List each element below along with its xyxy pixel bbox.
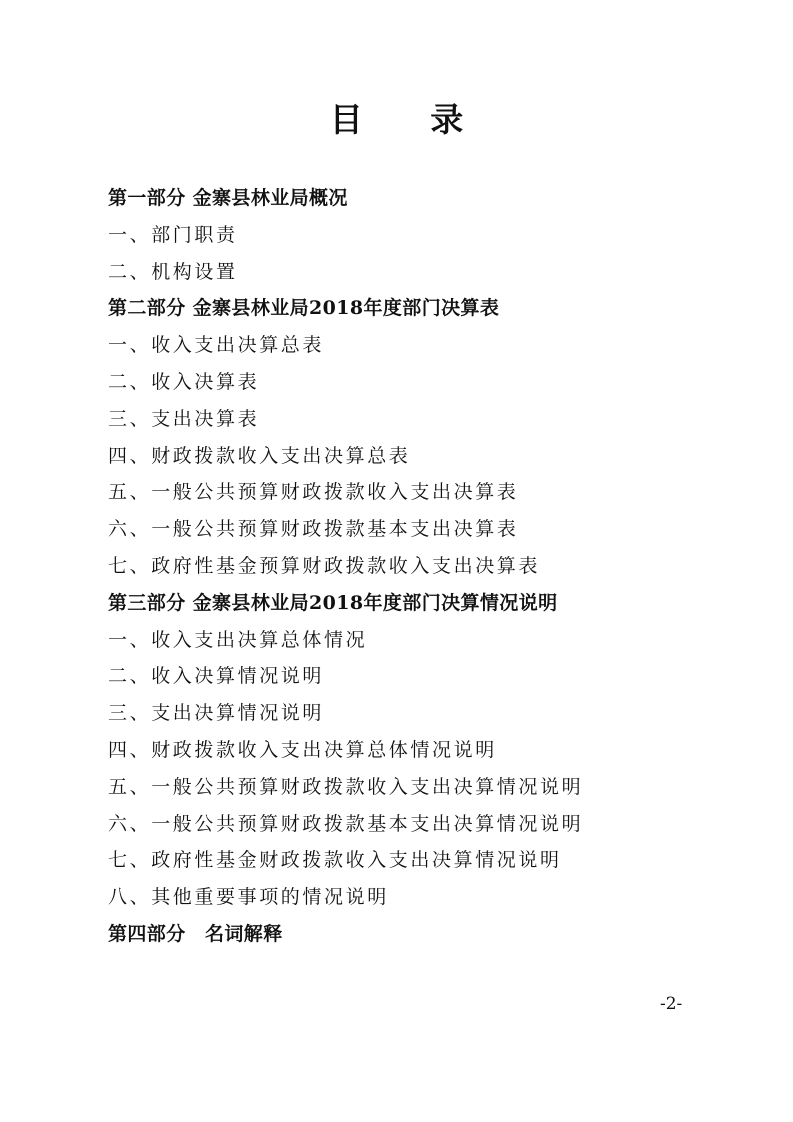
toc-item: 四、财政拨款收入支出决算总体情况说明 bbox=[108, 738, 497, 761]
toc-item: 三、支出决算表 bbox=[108, 407, 260, 430]
toc-part-2: 第二部分 金寨县林业局2018年度部门决算表 bbox=[108, 297, 500, 320]
toc-item: 一、收入支出决算总表 bbox=[108, 334, 325, 357]
toc-item: 三、支出决算情况说明 bbox=[108, 702, 325, 725]
toc-item: 一、收入支出决算总体情况 bbox=[108, 628, 368, 651]
toc-item: 一、部门职责 bbox=[108, 223, 238, 246]
toc-item: 四、财政拨款收入支出决算总表 bbox=[108, 444, 411, 467]
toc-item: 二、收入决算表 bbox=[108, 370, 260, 393]
toc-item: 七、政府性基金财政拨款收入支出决算情况说明 bbox=[108, 849, 562, 872]
table-of-contents bbox=[108, 180, 728, 953]
page-title: 目 录 bbox=[329, 100, 492, 139]
toc-part-4: 第四部分 名词解释 bbox=[108, 922, 283, 945]
toc-part-3: 第三部分 金寨县林业局2018年度部门决算情况说明 bbox=[108, 591, 558, 614]
toc-part-1: 第一部分 金寨县林业局概况 bbox=[108, 187, 348, 209]
toc-item: 二、收入决算情况说明 bbox=[108, 665, 325, 688]
toc-item: 六、一般公共预算财政拨款基本支出决算情况说明 bbox=[108, 812, 584, 835]
toc-item: 二、机构设置 bbox=[108, 260, 238, 283]
toc-item: 七、政府性基金预算财政拨款收入支出决算表 bbox=[108, 554, 541, 577]
toc-item: 六、一般公共预算财政拨款基本支出决算表 bbox=[108, 518, 519, 541]
toc-item: 八、其他重要事项的情况说明 bbox=[108, 886, 389, 909]
page-number: -2- bbox=[660, 994, 683, 1014]
toc-item: 五、一般公共预算财政拨款收入支出决算情况说明 bbox=[108, 775, 584, 798]
toc-item: 五、一般公共预算财政拨款收入支出决算表 bbox=[108, 481, 519, 504]
